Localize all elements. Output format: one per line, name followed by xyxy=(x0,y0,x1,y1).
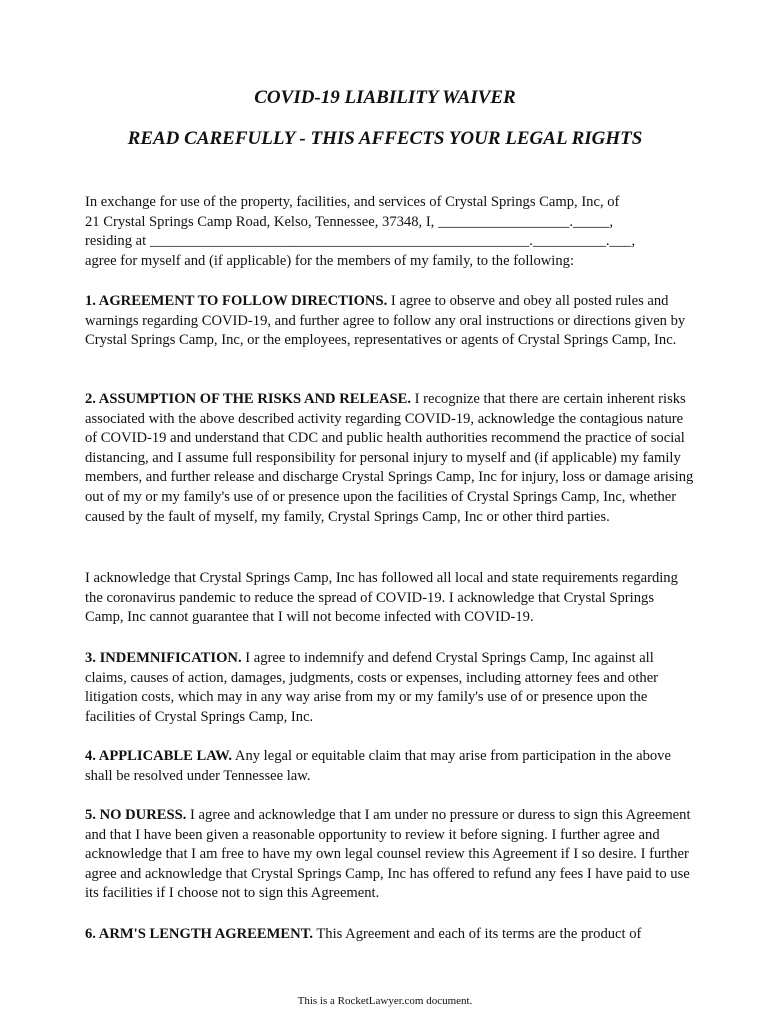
intro-line-4: agree for myself and (if applicable) for the members of my family, to the following: xyxy=(85,252,574,269)
section-text: I agree to observe and obey all posted rules and warnings regarding COVID-19, and further agree to follow any oral instructions or directions given by Crystal Springs Camp, Inc, or the employees, representatives or agents of Crystal Springs Camp, Inc. xyxy=(85,293,686,349)
document-subtitle: READ CAREFULLY - THIS AFFECTS YOUR LEGAL RIGHTS xyxy=(127,128,643,149)
section-applicable-law xyxy=(85,747,695,786)
section-text: This Agreement and each of its terms are the product of xyxy=(313,926,642,942)
section-text: I recognize that there are certain inherent risks associated with the above described activity regarding COVID-19, acknowledge the contagious nature of COVID-19 and understand that CDC and public health authorities recommend the practice of social distancing, and I assume full responsibility for personal injury to myself and (if applicable) my family members, and further release and discharge Crystal Springs Camp, Inc for injury, loss or damage arising out of my or my family's use of or presence upon the facilities of Crystal Springs Camp, Inc, whether caused by the fault of myself, my family, Crystal Springs Camp, Inc or other third parties. xyxy=(85,391,694,525)
section-heading: 2. ASSUMPTION OF THE RISKS AND RELEASE. xyxy=(85,391,412,407)
section-arms-length-agreement xyxy=(85,925,695,945)
document-title: COVID-19 LIABILITY WAIVER xyxy=(254,87,516,108)
intro-paragraph xyxy=(85,193,695,271)
section-heading: 5. NO DURESS. xyxy=(85,807,187,823)
intro-line-3: residing at ____________________________________________________.__________.___, xyxy=(85,233,636,250)
page-footer: This is a RocketLawyer.com document. xyxy=(297,995,473,1007)
section-indemnification xyxy=(85,649,695,727)
section-text: I agree and acknowledge that I am under no pressure or duress to sign this Agreement and that I have been given a reasonable opportunity to review it before signing. I further agree and acknowledge that I am free to have my own legal counsel review this Agreement if I so desire. I further agree and acknowledge that Crystal Springs Camp, Inc has offered to refund any fees I have paid to use its facilities if I choose not to sign this Agreement. xyxy=(85,807,691,902)
intro-line-2: 21 Crystal Springs Camp Road, Kelso, Tennessee, 37348, I, __________________._____, xyxy=(85,213,614,230)
section-heading: 6. ARM'S LENGTH AGREEMENT. xyxy=(85,926,313,942)
section-heading: 1. AGREEMENT TO FOLLOW DIRECTIONS. xyxy=(85,293,388,309)
intro-line-1: In exchange for use of the property, facilities, and services of Crystal Springs Camp, Inc, of xyxy=(85,194,620,210)
section-agreement-to-follow-directions xyxy=(85,292,695,351)
acknowledgement-paragraph: I acknowledge that Crystal Springs Camp, Inc has followed all local and state requirements regarding the coronavirus pandemic to reduce the spread of COVID-19. I acknowledge that Crystal Springs Camp, Inc cannot guarantee that I will not become infected with COVID-19. xyxy=(85,570,678,626)
section-text: Any legal or equitable claim that may arise from participation in the above shall be resolved under Tennessee law. xyxy=(85,748,671,784)
section-heading: 4. APPLICABLE LAW. xyxy=(85,748,233,764)
section-heading: 3. INDEMNIFICATION. xyxy=(85,650,242,666)
section-no-duress xyxy=(85,806,695,904)
section-text: I agree to indemnify and defend Crystal Springs Camp, Inc against all claims, causes of action, damages, judgments, costs or expenses, including attorney fees and other litigation costs, which may in any way arise from my or my family's use of or presence upon the facilities of Crystal Springs Camp, Inc. xyxy=(85,650,659,725)
section-assumption-of-risks xyxy=(85,390,695,527)
